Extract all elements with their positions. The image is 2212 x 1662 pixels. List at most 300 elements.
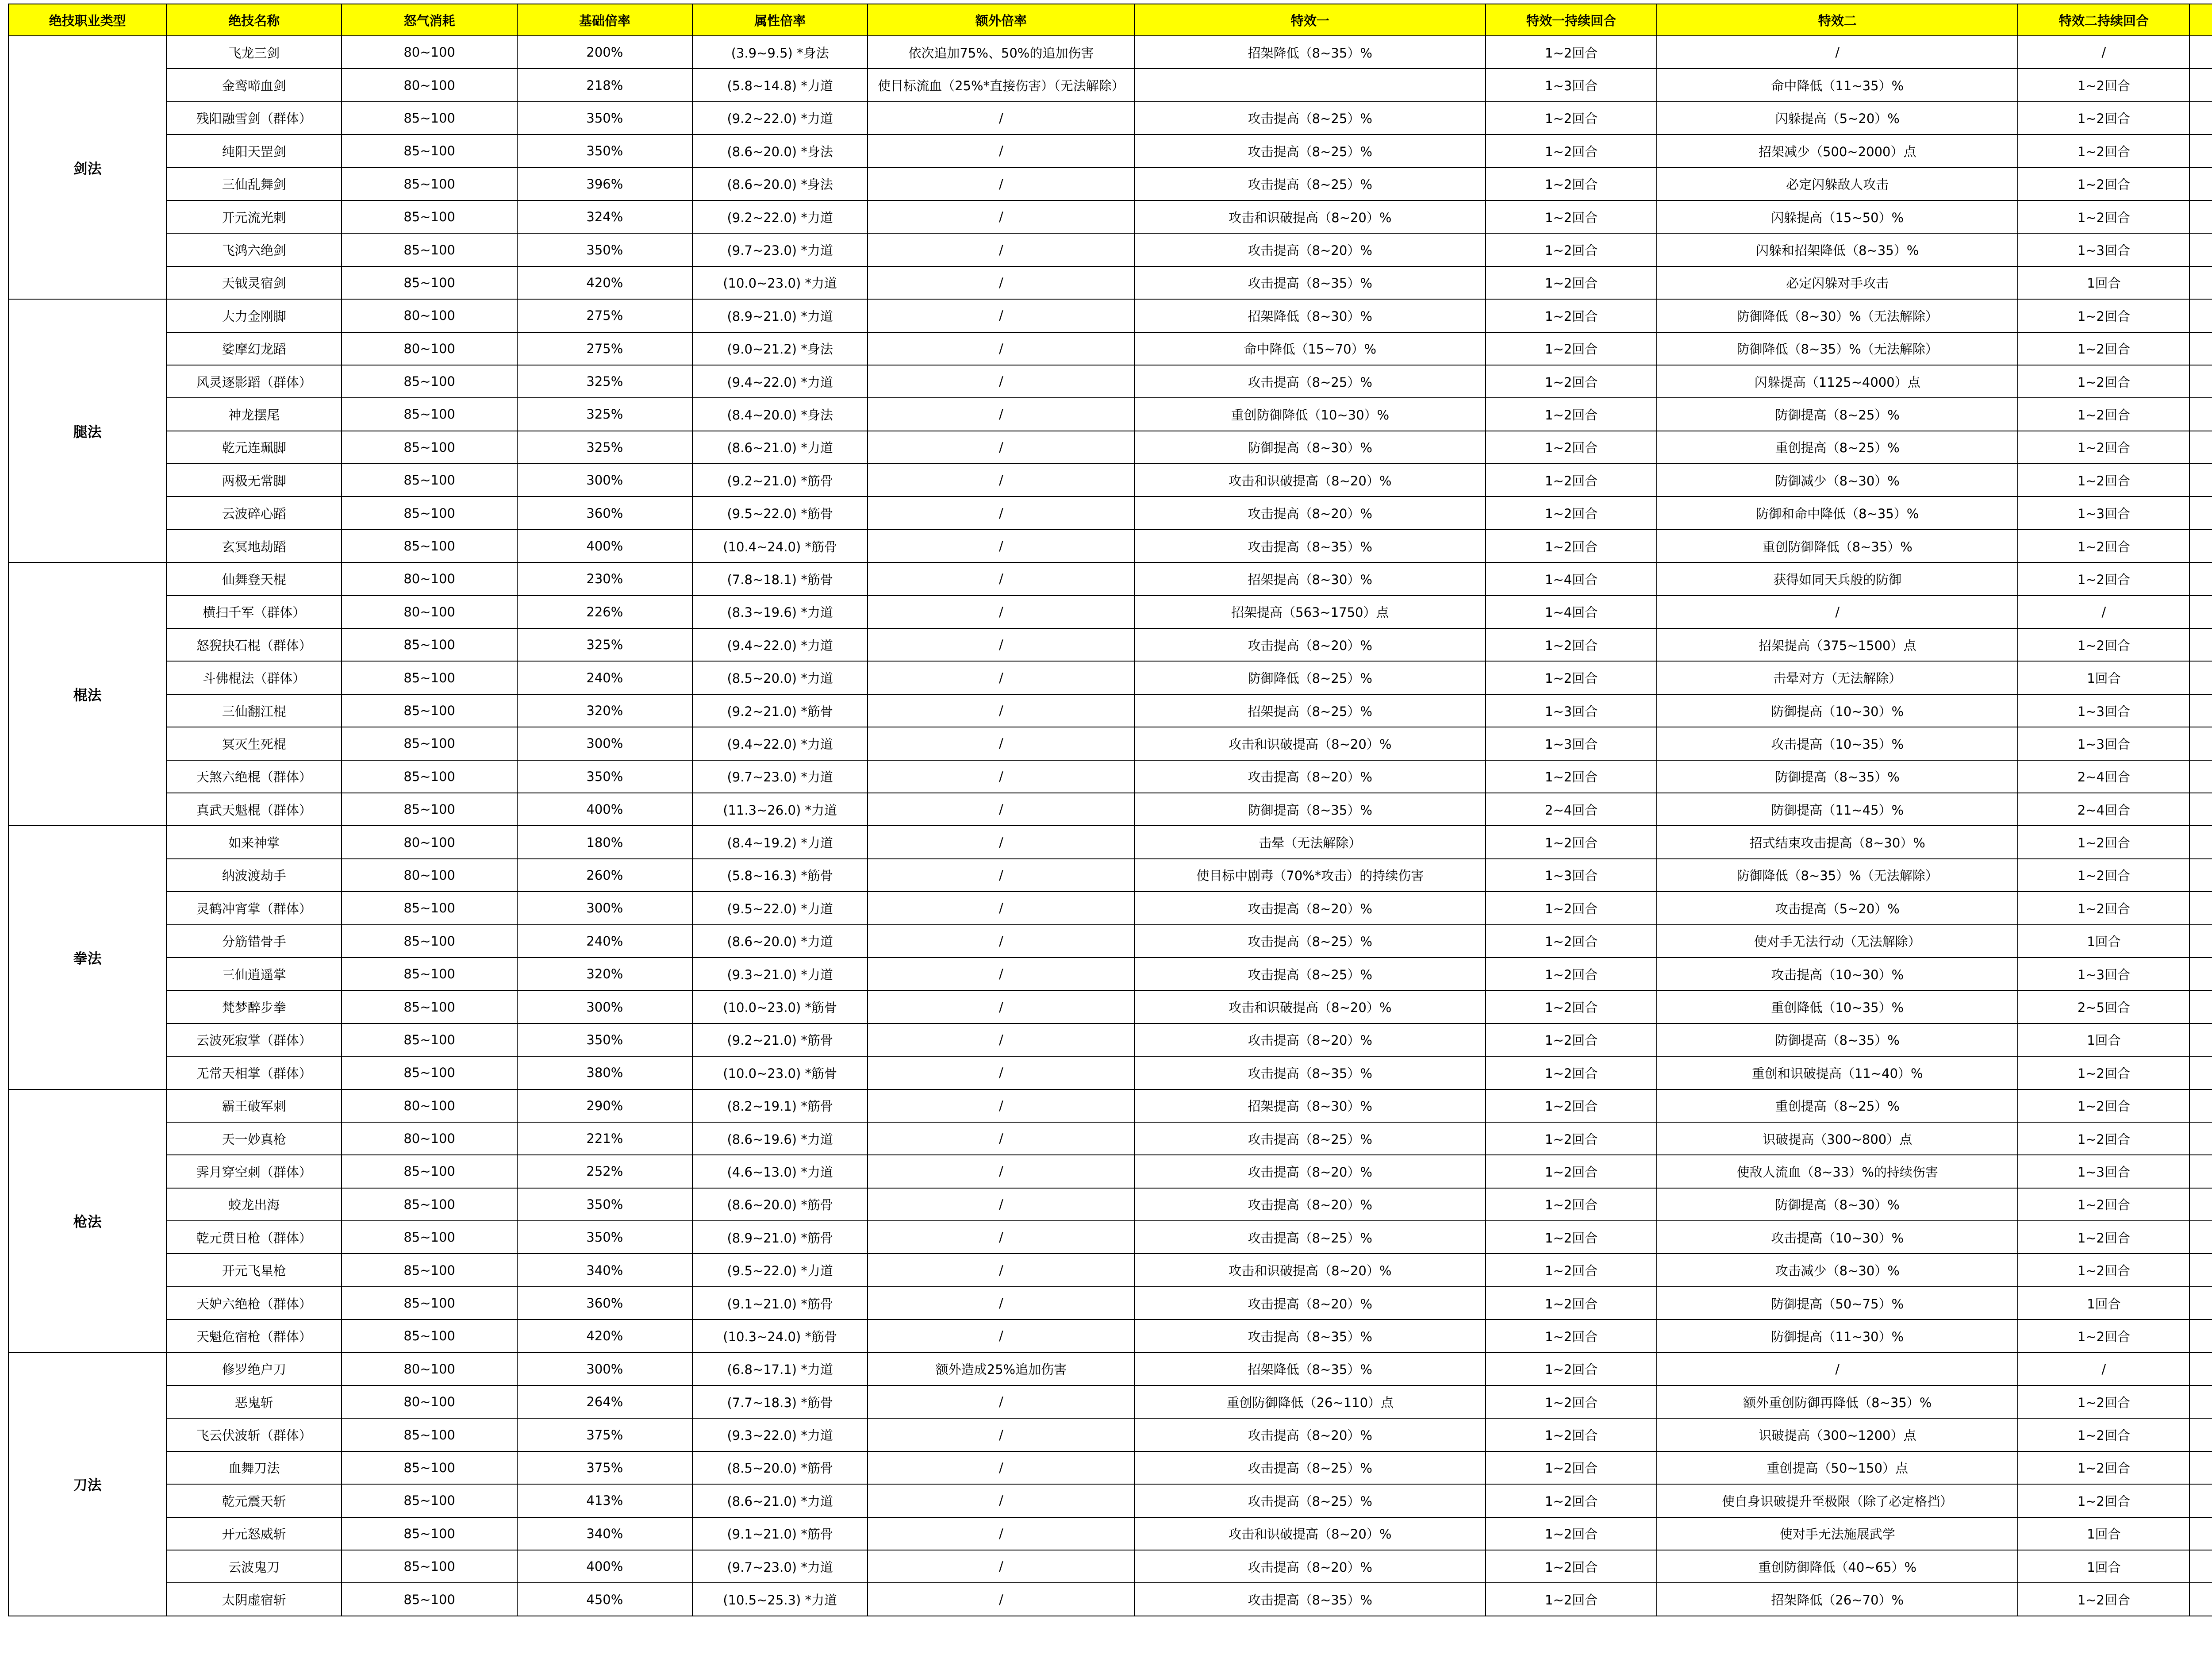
- effect-1-cell: 攻击提高（8~25）%: [1134, 925, 1486, 958]
- effect-2-cell: 攻击提高（10~30）%: [1657, 958, 2018, 990]
- rage-cost-cell: 80~100: [342, 1089, 517, 1122]
- extra-multiplier-cell: /: [868, 530, 1134, 562]
- effect-2-cell: /: [1657, 36, 2018, 69]
- effect-1-duration-cell: 1~2回合: [1486, 1122, 1657, 1155]
- attr-multiplier-cell: (9.4~22.0) *力道: [692, 628, 868, 661]
- base-multiplier-cell: 275%: [517, 299, 692, 332]
- effect-2-cell: 防御提高（11~30）%: [1657, 1320, 2018, 1352]
- base-multiplier-cell: 350%: [517, 102, 692, 135]
- table-row: [8, 464, 2212, 496]
- base-multiplier-cell: 240%: [517, 661, 692, 694]
- effect-2-cell: 招架减少（500~2000）点: [1657, 135, 2018, 167]
- rage-cost-cell: 85~100: [342, 365, 517, 398]
- effect-2-cell: 攻击提高（10~35）%: [1657, 727, 2018, 760]
- table-row: [8, 398, 2212, 431]
- skill-name-cell: 乾元连珮脚: [166, 431, 342, 464]
- attr-multiplier-cell: (9.2~21.0) *筋骨: [692, 694, 868, 727]
- rage-cost-cell: 85~100: [342, 1418, 517, 1451]
- extra-multiplier-cell: /: [868, 1320, 1134, 1352]
- skill-name-cell: 纯阳天罡剑: [166, 135, 342, 167]
- rage-cost-cell: 85~100: [342, 1056, 517, 1089]
- table-row: [8, 233, 2212, 266]
- effect-2-duration-cell: 1~2回合: [2018, 69, 2189, 101]
- attr-multiplier-cell: (9.5~22.0) *力道: [692, 892, 868, 924]
- rage-cost-cell: 85~100: [342, 727, 517, 760]
- effect-2-cell: 重创防御降低（40~65）%: [1657, 1550, 2018, 1583]
- rage-cost-cell: 85~100: [342, 661, 517, 694]
- effect-2-duration-cell: 1~2回合: [2018, 1056, 2189, 1089]
- effect-1-duration-cell: 1~2回合: [1486, 464, 1657, 496]
- effect-1-duration-cell: 1~2回合: [1486, 661, 1657, 694]
- effect-1-duration-cell: 1~2回合: [1486, 990, 1657, 1023]
- effect-2-duration-cell: 1~3回合: [2018, 496, 2189, 529]
- rage-cost-cell: 80~100: [342, 299, 517, 332]
- effect-1-duration-cell: 1~2回合: [1486, 266, 1657, 299]
- skill-name-cell: 天一妙真枪: [166, 1122, 342, 1155]
- effect-1-duration-cell: 1~2回合: [1486, 1385, 1657, 1418]
- table-row: [8, 1023, 2212, 1056]
- base-multiplier-cell: 325%: [517, 365, 692, 398]
- table-row: [8, 1287, 2212, 1320]
- rage-cost-cell: 85~100: [342, 1287, 517, 1320]
- skill-name-cell: 太阴虚宿斩: [166, 1583, 342, 1616]
- base-multiplier-cell: 325%: [517, 431, 692, 464]
- effect-1-cell: 攻击提高（8~25）%: [1134, 168, 1486, 200]
- effect-1-cell: 攻击提高（8~35）%: [1134, 1320, 1486, 1352]
- rage-cost-cell: 85~100: [342, 496, 517, 529]
- extra-multiplier-cell: /: [868, 496, 1134, 529]
- effect-1-duration-cell: 1~2回合: [1486, 233, 1657, 266]
- effect-2-duration-cell: 1~2回合: [2018, 1122, 2189, 1155]
- rage-cost-cell: 85~100: [342, 233, 517, 266]
- effect-1-cell: 攻击提高（8~35）%: [1134, 530, 1486, 562]
- effect-1-duration-cell: 1~2回合: [1486, 1583, 1657, 1616]
- extra-multiplier-cell: /: [868, 596, 1134, 628]
- extra-multiplier-cell: 额外造成25%追加伤害: [868, 1353, 1134, 1385]
- effect-2-cell: 攻击减少（8~30）%: [1657, 1254, 2018, 1286]
- skill-name-cell: 两极无常脚: [166, 464, 342, 496]
- base-skill-source-cell: [2189, 1583, 2212, 1616]
- effect-2-cell: 攻击提高（5~20）%: [1657, 892, 2018, 924]
- base-skill-source-cell: [2189, 562, 2212, 595]
- table-row: [8, 826, 2212, 858]
- header-base-skill-source: [2189, 4, 2212, 36]
- effect-1-cell: 招架提高（8~25）%: [1134, 694, 1486, 727]
- base-multiplier-cell: 221%: [517, 1122, 692, 1155]
- effect-1-duration-cell: 1~2回合: [1486, 958, 1657, 990]
- table-row: [8, 859, 2212, 892]
- effect-2-cell: 防御降低（8~30）%（无法解除）: [1657, 299, 2018, 332]
- effect-1-duration-cell: 1~2回合: [1486, 496, 1657, 529]
- effect-2-cell: 使对手无法行动（无法解除）: [1657, 925, 2018, 958]
- header-skill-name: 绝技名称: [166, 4, 342, 36]
- base-skill-source-cell: [2189, 1353, 2212, 1385]
- effect-2-duration-cell: 1回合: [2018, 661, 2189, 694]
- effect-1-cell: 招架提高（8~30）%: [1134, 562, 1486, 595]
- effect-2-duration-cell: 1~2回合: [2018, 1484, 2189, 1517]
- base-skill-source-cell: [2189, 365, 2212, 398]
- table-row: [8, 1056, 2212, 1089]
- skill-name-cell: 天魁危宿枪（群体）: [166, 1320, 342, 1352]
- effect-1-duration-cell: 1~2回合: [1486, 135, 1657, 167]
- rage-cost-cell: 85~100: [342, 892, 517, 924]
- skill-name-cell: 娑摩幻龙蹈: [166, 332, 342, 365]
- effect-1-duration-cell: 1~2回合: [1486, 1353, 1657, 1385]
- rage-cost-cell: 80~100: [342, 826, 517, 858]
- extra-multiplier-cell: /: [868, 1089, 1134, 1122]
- attr-multiplier-cell: (10.3~24.0) *筋骨: [692, 1320, 868, 1352]
- extra-multiplier-cell: /: [868, 1517, 1134, 1550]
- skill-name-cell: 飞云伏波斩（群体）: [166, 1418, 342, 1451]
- effect-1-cell: 攻击提高（8~20）%: [1134, 760, 1486, 793]
- effect-2-duration-cell: 1~3回合: [2018, 958, 2189, 990]
- table-row: [8, 431, 2212, 464]
- table-row: [8, 892, 2212, 924]
- attr-multiplier-cell: (9.4~22.0) *力道: [692, 727, 868, 760]
- effect-1-duration-cell: 1~2回合: [1486, 1221, 1657, 1254]
- base-multiplier-cell: 400%: [517, 530, 692, 562]
- extra-multiplier-cell: /: [868, 793, 1134, 826]
- rage-cost-cell: 80~100: [342, 859, 517, 892]
- effect-1-duration-cell: 1~2回合: [1486, 200, 1657, 233]
- effect-1-duration-cell: 1~2回合: [1486, 1023, 1657, 1056]
- effect-2-duration-cell: /: [2018, 596, 2189, 628]
- base-multiplier-cell: 300%: [517, 727, 692, 760]
- effect-2-duration-cell: 1~2回合: [2018, 365, 2189, 398]
- effect-1-cell: 攻击提高（8~25）%: [1134, 1484, 1486, 1517]
- base-skill-source-cell: [2189, 859, 2212, 892]
- base-skill-source-cell: [2189, 233, 2212, 266]
- effect-2-cell: /: [1657, 596, 2018, 628]
- skill-name-cell: 神龙摆尾: [166, 398, 342, 431]
- table-row: [8, 1418, 2212, 1451]
- base-skill-source-cell: [2189, 1517, 2212, 1550]
- effect-2-duration-cell: 1~3回合: [2018, 1155, 2189, 1188]
- effect-2-duration-cell: 1~2回合: [2018, 102, 2189, 135]
- attr-multiplier-cell: (10.0~23.0) *力道: [692, 266, 868, 299]
- base-multiplier-cell: 180%: [517, 826, 692, 858]
- effect-1-cell: 攻击提高（8~20）%: [1134, 233, 1486, 266]
- effect-2-duration-cell: 1~2回合: [2018, 1583, 2189, 1616]
- base-skill-source-cell: [2189, 1254, 2212, 1286]
- attr-multiplier-cell: (9.2~21.0) *筋骨: [692, 464, 868, 496]
- effect-2-duration-cell: 1~2回合: [2018, 1385, 2189, 1418]
- base-skill-source-cell: [2189, 1418, 2212, 1451]
- extra-multiplier-cell: /: [868, 168, 1134, 200]
- effect-1-cell: 招架降低（8~30）%: [1134, 299, 1486, 332]
- attr-multiplier-cell: (8.6~21.0) *力道: [692, 1484, 868, 1517]
- skill-name-cell: 乾元贯日枪（群体）: [166, 1221, 342, 1254]
- rage-cost-cell: 80~100: [342, 332, 517, 365]
- table-row: [8, 1122, 2212, 1155]
- effect-2-duration-cell: 1~2回合: [2018, 1254, 2189, 1286]
- base-skill-source-cell: [2189, 1056, 2212, 1089]
- table-row: [8, 365, 2212, 398]
- attr-multiplier-cell: (9.3~22.0) *力道: [692, 1418, 868, 1451]
- extra-multiplier-cell: /: [868, 1122, 1134, 1155]
- skill-name-cell: 冥灭生死棍: [166, 727, 342, 760]
- effect-2-cell: 重创提高（8~25）%: [1657, 1089, 2018, 1122]
- rage-cost-cell: 85~100: [342, 168, 517, 200]
- effect-2-duration-cell: 1~3回合: [2018, 694, 2189, 727]
- extra-multiplier-cell: /: [868, 266, 1134, 299]
- base-skill-source-cell: [2189, 1287, 2212, 1320]
- effect-1-duration-cell: 1~2回合: [1486, 1056, 1657, 1089]
- attr-multiplier-cell: (8.6~20.0) *身法: [692, 135, 868, 167]
- table-row: [8, 925, 2212, 958]
- attr-multiplier-cell: (5.8~16.3) *筋骨: [692, 859, 868, 892]
- table-row: [8, 727, 2212, 760]
- effect-1-duration-cell: 1~3回合: [1486, 69, 1657, 101]
- effect-1-duration-cell: 1~2回合: [1486, 1418, 1657, 1451]
- category-cell: 剑法: [8, 36, 166, 299]
- effect-1-cell: 使目标中剧毒（70%*攻击）的持续伤害: [1134, 859, 1486, 892]
- attr-multiplier-cell: (8.6~19.6) *力道: [692, 1122, 868, 1155]
- skill-name-cell: 云波死寂掌（群体）: [166, 1023, 342, 1056]
- base-multiplier-cell: 226%: [517, 596, 692, 628]
- rage-cost-cell: 80~100: [342, 69, 517, 101]
- base-skill-source-cell: [2189, 925, 2212, 958]
- effect-1-cell: 招架提高（8~30）%: [1134, 1089, 1486, 1122]
- effect-2-duration-cell: /: [2018, 1353, 2189, 1385]
- table-row: [8, 793, 2212, 826]
- effect-1-cell: 攻击提高（8~25）%: [1134, 135, 1486, 167]
- effect-2-cell: /: [1657, 1353, 2018, 1385]
- attr-multiplier-cell: (3.9~9.5) *身法: [692, 36, 868, 69]
- category-cell: 枪法: [8, 1089, 166, 1353]
- effect-2-cell: 闪躲和招架降低（8~35）%: [1657, 233, 2018, 266]
- skill-name-cell: 如来神掌: [166, 826, 342, 858]
- effect-2-duration-cell: 1~2回合: [2018, 1451, 2189, 1484]
- base-skill-source-cell: [2189, 990, 2212, 1023]
- effect-1-cell: 攻击和识破提高（8~20）%: [1134, 727, 1486, 760]
- extra-multiplier-cell: /: [868, 1023, 1134, 1056]
- base-skill-source-cell: [2189, 1550, 2212, 1583]
- table-row: [8, 1583, 2212, 1616]
- extra-multiplier-cell: /: [868, 661, 1134, 694]
- effect-2-cell: 重创提高（8~25）%: [1657, 431, 2018, 464]
- effect-1-duration-cell: 1~2回合: [1486, 332, 1657, 365]
- effect-1-cell: 攻击提高（8~35）%: [1134, 1583, 1486, 1616]
- effect-1-duration-cell: 1~2回合: [1486, 1089, 1657, 1122]
- table-row: [8, 1188, 2212, 1221]
- base-multiplier-cell: 252%: [517, 1155, 692, 1188]
- rage-cost-cell: 85~100: [342, 1155, 517, 1188]
- skill-name-cell: 恶鬼斩: [166, 1385, 342, 1418]
- extra-multiplier-cell: /: [868, 1451, 1134, 1484]
- extra-multiplier-cell: /: [868, 727, 1134, 760]
- attr-multiplier-cell: (9.2~22.0) *力道: [692, 200, 868, 233]
- rage-cost-cell: 85~100: [342, 530, 517, 562]
- extra-multiplier-cell: /: [868, 200, 1134, 233]
- extra-multiplier-cell: /: [868, 760, 1134, 793]
- extra-multiplier-cell: 依次追加75%、50%的追加伤害: [868, 36, 1134, 69]
- effect-2-duration-cell: 2~5回合: [2018, 990, 2189, 1023]
- effect-2-duration-cell: 1~2回合: [2018, 431, 2189, 464]
- effect-1-duration-cell: 1~2回合: [1486, 1320, 1657, 1352]
- effect-1-duration-cell: 1~2回合: [1486, 431, 1657, 464]
- attr-multiplier-cell: (8.5~20.0) *力道: [692, 661, 868, 694]
- extra-multiplier-cell: /: [868, 826, 1134, 858]
- rage-cost-cell: 85~100: [342, 464, 517, 496]
- header-rage-cost: 怒气消耗: [342, 4, 517, 36]
- table-row: [8, 1089, 2212, 1122]
- effect-1-duration-cell: 1~2回合: [1486, 36, 1657, 69]
- skill-name-cell: 纳波渡劫手: [166, 859, 342, 892]
- rage-cost-cell: 85~100: [342, 628, 517, 661]
- skill-name-cell: 三仙翻江棍: [166, 694, 342, 727]
- table-row: [8, 530, 2212, 562]
- rage-cost-cell: 85~100: [342, 990, 517, 1023]
- effect-2-cell: 识破提高（300~1200）点: [1657, 1418, 2018, 1451]
- rage-cost-cell: 85~100: [342, 398, 517, 431]
- base-multiplier-cell: 300%: [517, 990, 692, 1023]
- effect-2-cell: 必定闪躲敌人攻击: [1657, 168, 2018, 200]
- table-row: [8, 200, 2212, 233]
- effect-1-duration-cell: 1~2回合: [1486, 1155, 1657, 1188]
- base-multiplier-cell: 325%: [517, 398, 692, 431]
- base-multiplier-cell: 400%: [517, 793, 692, 826]
- attr-multiplier-cell: (11.3~26.0) *力道: [692, 793, 868, 826]
- effect-2-duration-cell: 1回合: [2018, 1550, 2189, 1583]
- rage-cost-cell: 85~100: [342, 1550, 517, 1583]
- skill-name-cell: 修罗绝户刀: [166, 1353, 342, 1385]
- base-multiplier-cell: 218%: [517, 69, 692, 101]
- effect-1-cell: 攻击和识破提高（8~20）%: [1134, 990, 1486, 1023]
- attr-multiplier-cell: (4.6~13.0) *力道: [692, 1155, 868, 1188]
- effect-1-cell: 防御提高（8~30）%: [1134, 431, 1486, 464]
- effect-1-cell: [1134, 69, 1486, 101]
- table-row: [8, 990, 2212, 1023]
- effect-1-cell: 攻击和识破提高（8~20）%: [1134, 1517, 1486, 1550]
- rage-cost-cell: 80~100: [342, 1353, 517, 1385]
- effect-1-duration-cell: 2~4回合: [1486, 793, 1657, 826]
- effect-1-cell: 攻击和识破提高（8~20）%: [1134, 200, 1486, 233]
- header-effect-1: 特效一: [1134, 4, 1486, 36]
- header-effect-1-duration: 特效一持续回合: [1486, 4, 1657, 36]
- effect-1-duration-cell: 1~2回合: [1486, 1484, 1657, 1517]
- extra-multiplier-cell: /: [868, 925, 1134, 958]
- effect-2-duration-cell: 1~3回合: [2018, 233, 2189, 266]
- category-cell: 棍法: [8, 562, 166, 826]
- extra-multiplier-cell: /: [868, 958, 1134, 990]
- rage-cost-cell: 85~100: [342, 694, 517, 727]
- base-skill-source-cell: [2189, 1385, 2212, 1418]
- base-skill-source-cell: [2189, 958, 2212, 990]
- effect-2-duration-cell: 1~2回合: [2018, 628, 2189, 661]
- effect-2-duration-cell: 1~2回合: [2018, 530, 2189, 562]
- effect-2-duration-cell: 1~2回合: [2018, 562, 2189, 595]
- effect-2-cell: 必定闪躲对手攻击: [1657, 266, 2018, 299]
- effect-2-cell: 重创提高（50~150）点: [1657, 1451, 2018, 1484]
- effect-2-duration-cell: 1回合: [2018, 266, 2189, 299]
- rage-cost-cell: 85~100: [342, 1583, 517, 1616]
- attr-multiplier-cell: (8.9~21.0) *筋骨: [692, 1221, 868, 1254]
- attr-multiplier-cell: (9.4~22.0) *力道: [692, 365, 868, 398]
- skill-name-cell: 开元流光刺: [166, 200, 342, 233]
- table-row: [8, 1451, 2212, 1484]
- extra-multiplier-cell: /: [868, 102, 1134, 135]
- extra-multiplier-cell: /: [868, 431, 1134, 464]
- rage-cost-cell: 80~100: [342, 596, 517, 628]
- base-skill-source-cell: [2189, 1320, 2212, 1352]
- base-skill-source-cell: [2189, 530, 2212, 562]
- effect-1-cell: 攻击提高（8~25）%: [1134, 1451, 1486, 1484]
- effect-2-cell: 防御提高（11~45）%: [1657, 793, 2018, 826]
- base-multiplier-cell: 325%: [517, 628, 692, 661]
- effect-2-duration-cell: 1~2回合: [2018, 1221, 2189, 1254]
- effect-2-duration-cell: 1回合: [2018, 1287, 2189, 1320]
- base-skill-source-cell: [2189, 299, 2212, 332]
- base-skill-source-cell: [2189, 1089, 2212, 1122]
- skill-name-cell: 天煞六绝棍（群体）: [166, 760, 342, 793]
- extra-multiplier-cell: /: [868, 1056, 1134, 1089]
- skills-table: [8, 4, 2212, 1616]
- base-skill-source-cell: [2189, 431, 2212, 464]
- attr-multiplier-cell: (6.8~17.1) *力道: [692, 1353, 868, 1385]
- effect-2-cell: 命中降低（11~35）%: [1657, 69, 2018, 101]
- skill-name-cell: 血舞刀法: [166, 1451, 342, 1484]
- extra-multiplier-cell: /: [868, 135, 1134, 167]
- base-multiplier-cell: 264%: [517, 1385, 692, 1418]
- attr-multiplier-cell: (7.8~18.1) *筋骨: [692, 562, 868, 595]
- rage-cost-cell: 85~100: [342, 1221, 517, 1254]
- attr-multiplier-cell: (9.7~23.0) *力道: [692, 760, 868, 793]
- table-row: [8, 299, 2212, 332]
- base-skill-source-cell: [2189, 200, 2212, 233]
- effect-1-cell: 重创防御降低（10~30）%: [1134, 398, 1486, 431]
- attr-multiplier-cell: (9.0~21.2) *身法: [692, 332, 868, 365]
- rage-cost-cell: 85~100: [342, 1484, 517, 1517]
- category-cell: 腿法: [8, 299, 166, 562]
- skill-name-cell: 云波碎心蹈: [166, 496, 342, 529]
- table-row: [8, 102, 2212, 135]
- effect-1-duration-cell: 1~2回合: [1486, 530, 1657, 562]
- base-multiplier-cell: 380%: [517, 1056, 692, 1089]
- table-row: [8, 69, 2212, 101]
- effect-1-cell: 攻击提高（8~20）%: [1134, 1023, 1486, 1056]
- table-row: [8, 1221, 2212, 1254]
- extra-multiplier-cell: /: [868, 1188, 1134, 1221]
- effect-1-duration-cell: 1~2回合: [1486, 1188, 1657, 1221]
- skill-name-cell: 乾元震天斩: [166, 1484, 342, 1517]
- skill-name-cell: 真武天魁棍（群体）: [166, 793, 342, 826]
- rage-cost-cell: 85~100: [342, 1023, 517, 1056]
- extra-multiplier-cell: /: [868, 1583, 1134, 1616]
- rage-cost-cell: 85~100: [342, 1188, 517, 1221]
- effect-2-duration-cell: 1~2回合: [2018, 332, 2189, 365]
- effect-2-cell: 闪躲提高（5~20）%: [1657, 102, 2018, 135]
- extra-multiplier-cell: /: [868, 1221, 1134, 1254]
- skill-name-cell: 梵梦醉步拳: [166, 990, 342, 1023]
- skill-name-cell: 仙舞登天棍: [166, 562, 342, 595]
- skill-name-cell: 大力金刚脚: [166, 299, 342, 332]
- effect-2-cell: 获得如同天兵般的防御: [1657, 562, 2018, 595]
- skill-name-cell: 开元怒威斩: [166, 1517, 342, 1550]
- base-multiplier-cell: 400%: [517, 1550, 692, 1583]
- effect-2-cell: 使对手无法施展武学: [1657, 1517, 2018, 1550]
- attr-multiplier-cell: (9.1~21.0) *筋骨: [692, 1517, 868, 1550]
- attr-multiplier-cell: (8.2~19.1) *筋骨: [692, 1089, 868, 1122]
- extra-multiplier-cell: /: [868, 1254, 1134, 1286]
- effect-2-duration-cell: 1~2回合: [2018, 1418, 2189, 1451]
- attr-multiplier-cell: (8.6~21.0) *力道: [692, 431, 868, 464]
- table-row: [8, 596, 2212, 628]
- base-skill-source-cell: [2189, 661, 2212, 694]
- effect-1-duration-cell: 1~3回合: [1486, 727, 1657, 760]
- extra-multiplier-cell: /: [868, 464, 1134, 496]
- extra-multiplier-cell: /: [868, 398, 1134, 431]
